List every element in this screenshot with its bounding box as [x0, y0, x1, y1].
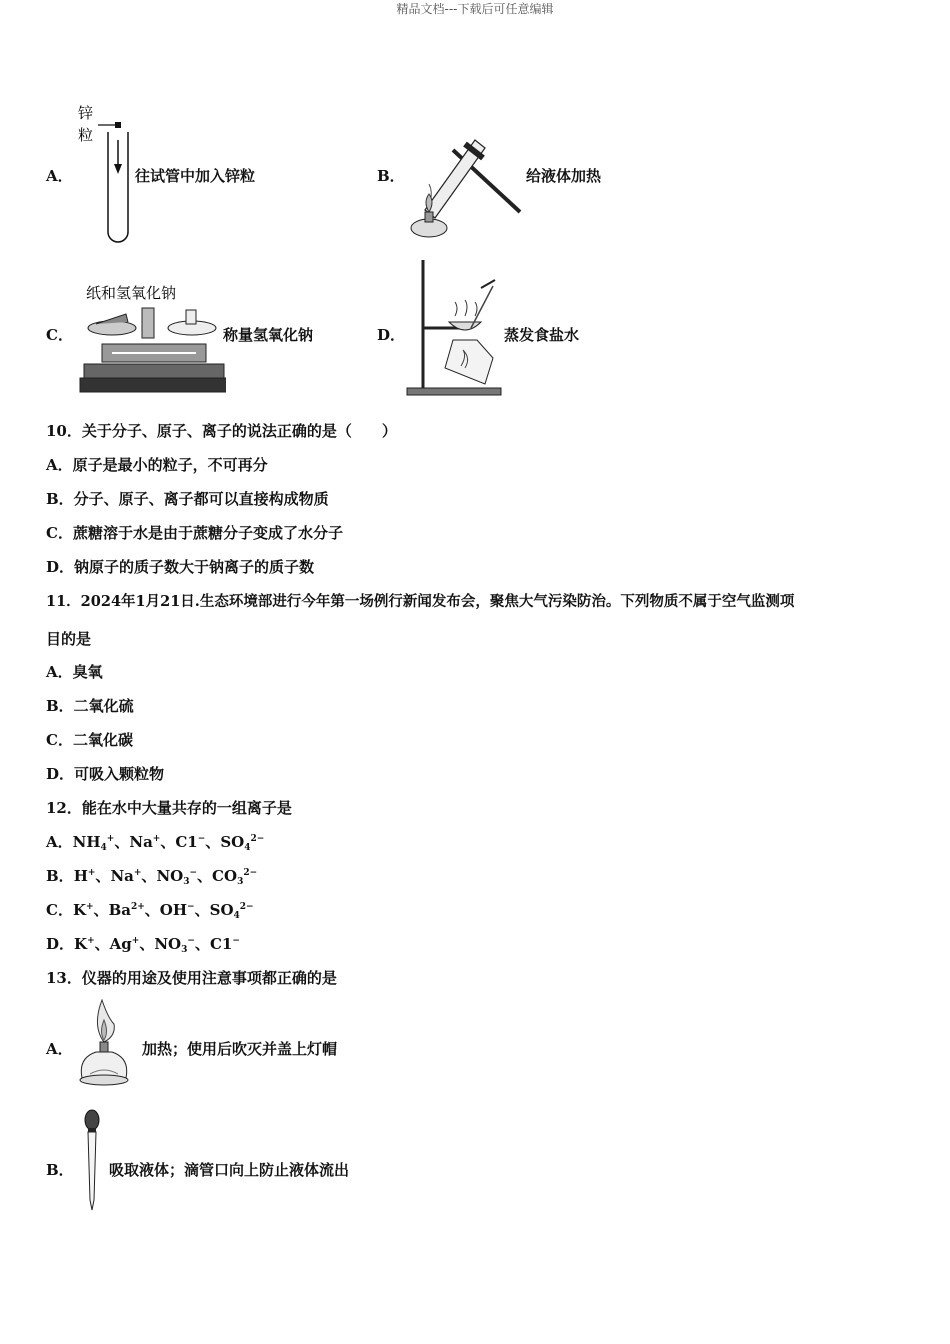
q13-stem: 13．仪器的用途及使用注意事项都正确的是	[46, 969, 337, 987]
balance-figure	[76, 280, 226, 402]
q13-option-b-caption: 吸取液体；滴管口向上防止液体流出	[109, 1161, 350, 1179]
q12-option-b: B．H+、Na+、$NO_3^-$、$CO_3^{2-}$	[46, 867, 258, 887]
dropper-figure	[80, 1108, 104, 1216]
q9-option-d-letter: D．	[377, 326, 406, 344]
q12-option-c: C．K+、$Ba^{2+}$、OH−、$SO_4^{2-}$	[46, 901, 254, 921]
q11-option-b: B．二氧化硫	[46, 697, 134, 715]
q13-option-a-caption: 加热；使用后吹灭并盖上灯帽	[142, 1040, 338, 1058]
q12-a-letter: A．	[46, 833, 73, 851]
q13-option-b-letter: B．	[46, 1161, 74, 1179]
heating-liquid-figure	[405, 132, 525, 248]
q12-c-letter: C．	[46, 901, 73, 919]
q10-stem: 10．关于分子、原子、离子的说法正确的是（ ）	[46, 422, 397, 440]
q13-option-a-letter: A．	[46, 1040, 73, 1058]
page-header: 精品文档---下载后可任意编辑	[396, 2, 554, 16]
fig-zinc-label-1: 锌	[78, 104, 94, 122]
q12-b-letter: B．	[46, 867, 74, 885]
q12-option-a: A．$NH_4^+$、Na+、C1−、$SO_4^{2-}$	[46, 833, 265, 853]
q9-option-c-letter: C．	[46, 326, 73, 344]
evaporation-figure	[405, 258, 505, 402]
q12-option-d: D．K+、Ag+、$NO_3^-$、C1−	[46, 935, 240, 955]
q11-stem-line2: 目的是	[46, 630, 92, 648]
q11-option-c: C．二氧化碳	[46, 731, 133, 749]
alcohol-lamp-figure	[74, 996, 134, 1092]
q11-option-a: A．臭氧	[46, 663, 103, 681]
q10-option-c: C．蔗糖溶于水是由于蔗糖分子变成了水分子	[46, 524, 343, 542]
q9-option-a-caption: 往试管中加入锌粒	[135, 167, 256, 185]
q10-option-d: D．钠原子的质子数大于钠离子的质子数	[46, 558, 315, 576]
q10-option-a: A．原子是最小的粒子，不可再分	[46, 456, 268, 474]
q12-stem: 12．能在水中大量共存的一组离子是	[46, 799, 292, 817]
q10-option-b: B．分子、原子、离子都可以直接构成物质	[46, 490, 329, 508]
fig-balance-label: 纸和氢氧化钠	[86, 284, 177, 302]
test-tube-zinc-figure	[74, 100, 134, 249]
q12-d-letter: D．	[46, 935, 75, 953]
q11-option-d: D．可吸入颗粒物	[46, 765, 165, 783]
q9-option-d-caption: 蒸发食盐水	[504, 326, 580, 344]
q9-option-b-letter: B．	[377, 167, 405, 185]
q9-option-c-caption: 称量氢氧化钠	[223, 326, 314, 344]
fig-zinc-label-2: 粒	[78, 126, 94, 144]
q9-option-a-letter: A．	[46, 167, 73, 185]
q9-option-b-caption: 给液体加热	[526, 167, 602, 185]
q11-stem-line1: 11．2024年1月21日.生态环境部进行今年第一场例行新闻发布会，聚焦大气污染防治。下列物质不属于空气监测项	[46, 593, 795, 610]
